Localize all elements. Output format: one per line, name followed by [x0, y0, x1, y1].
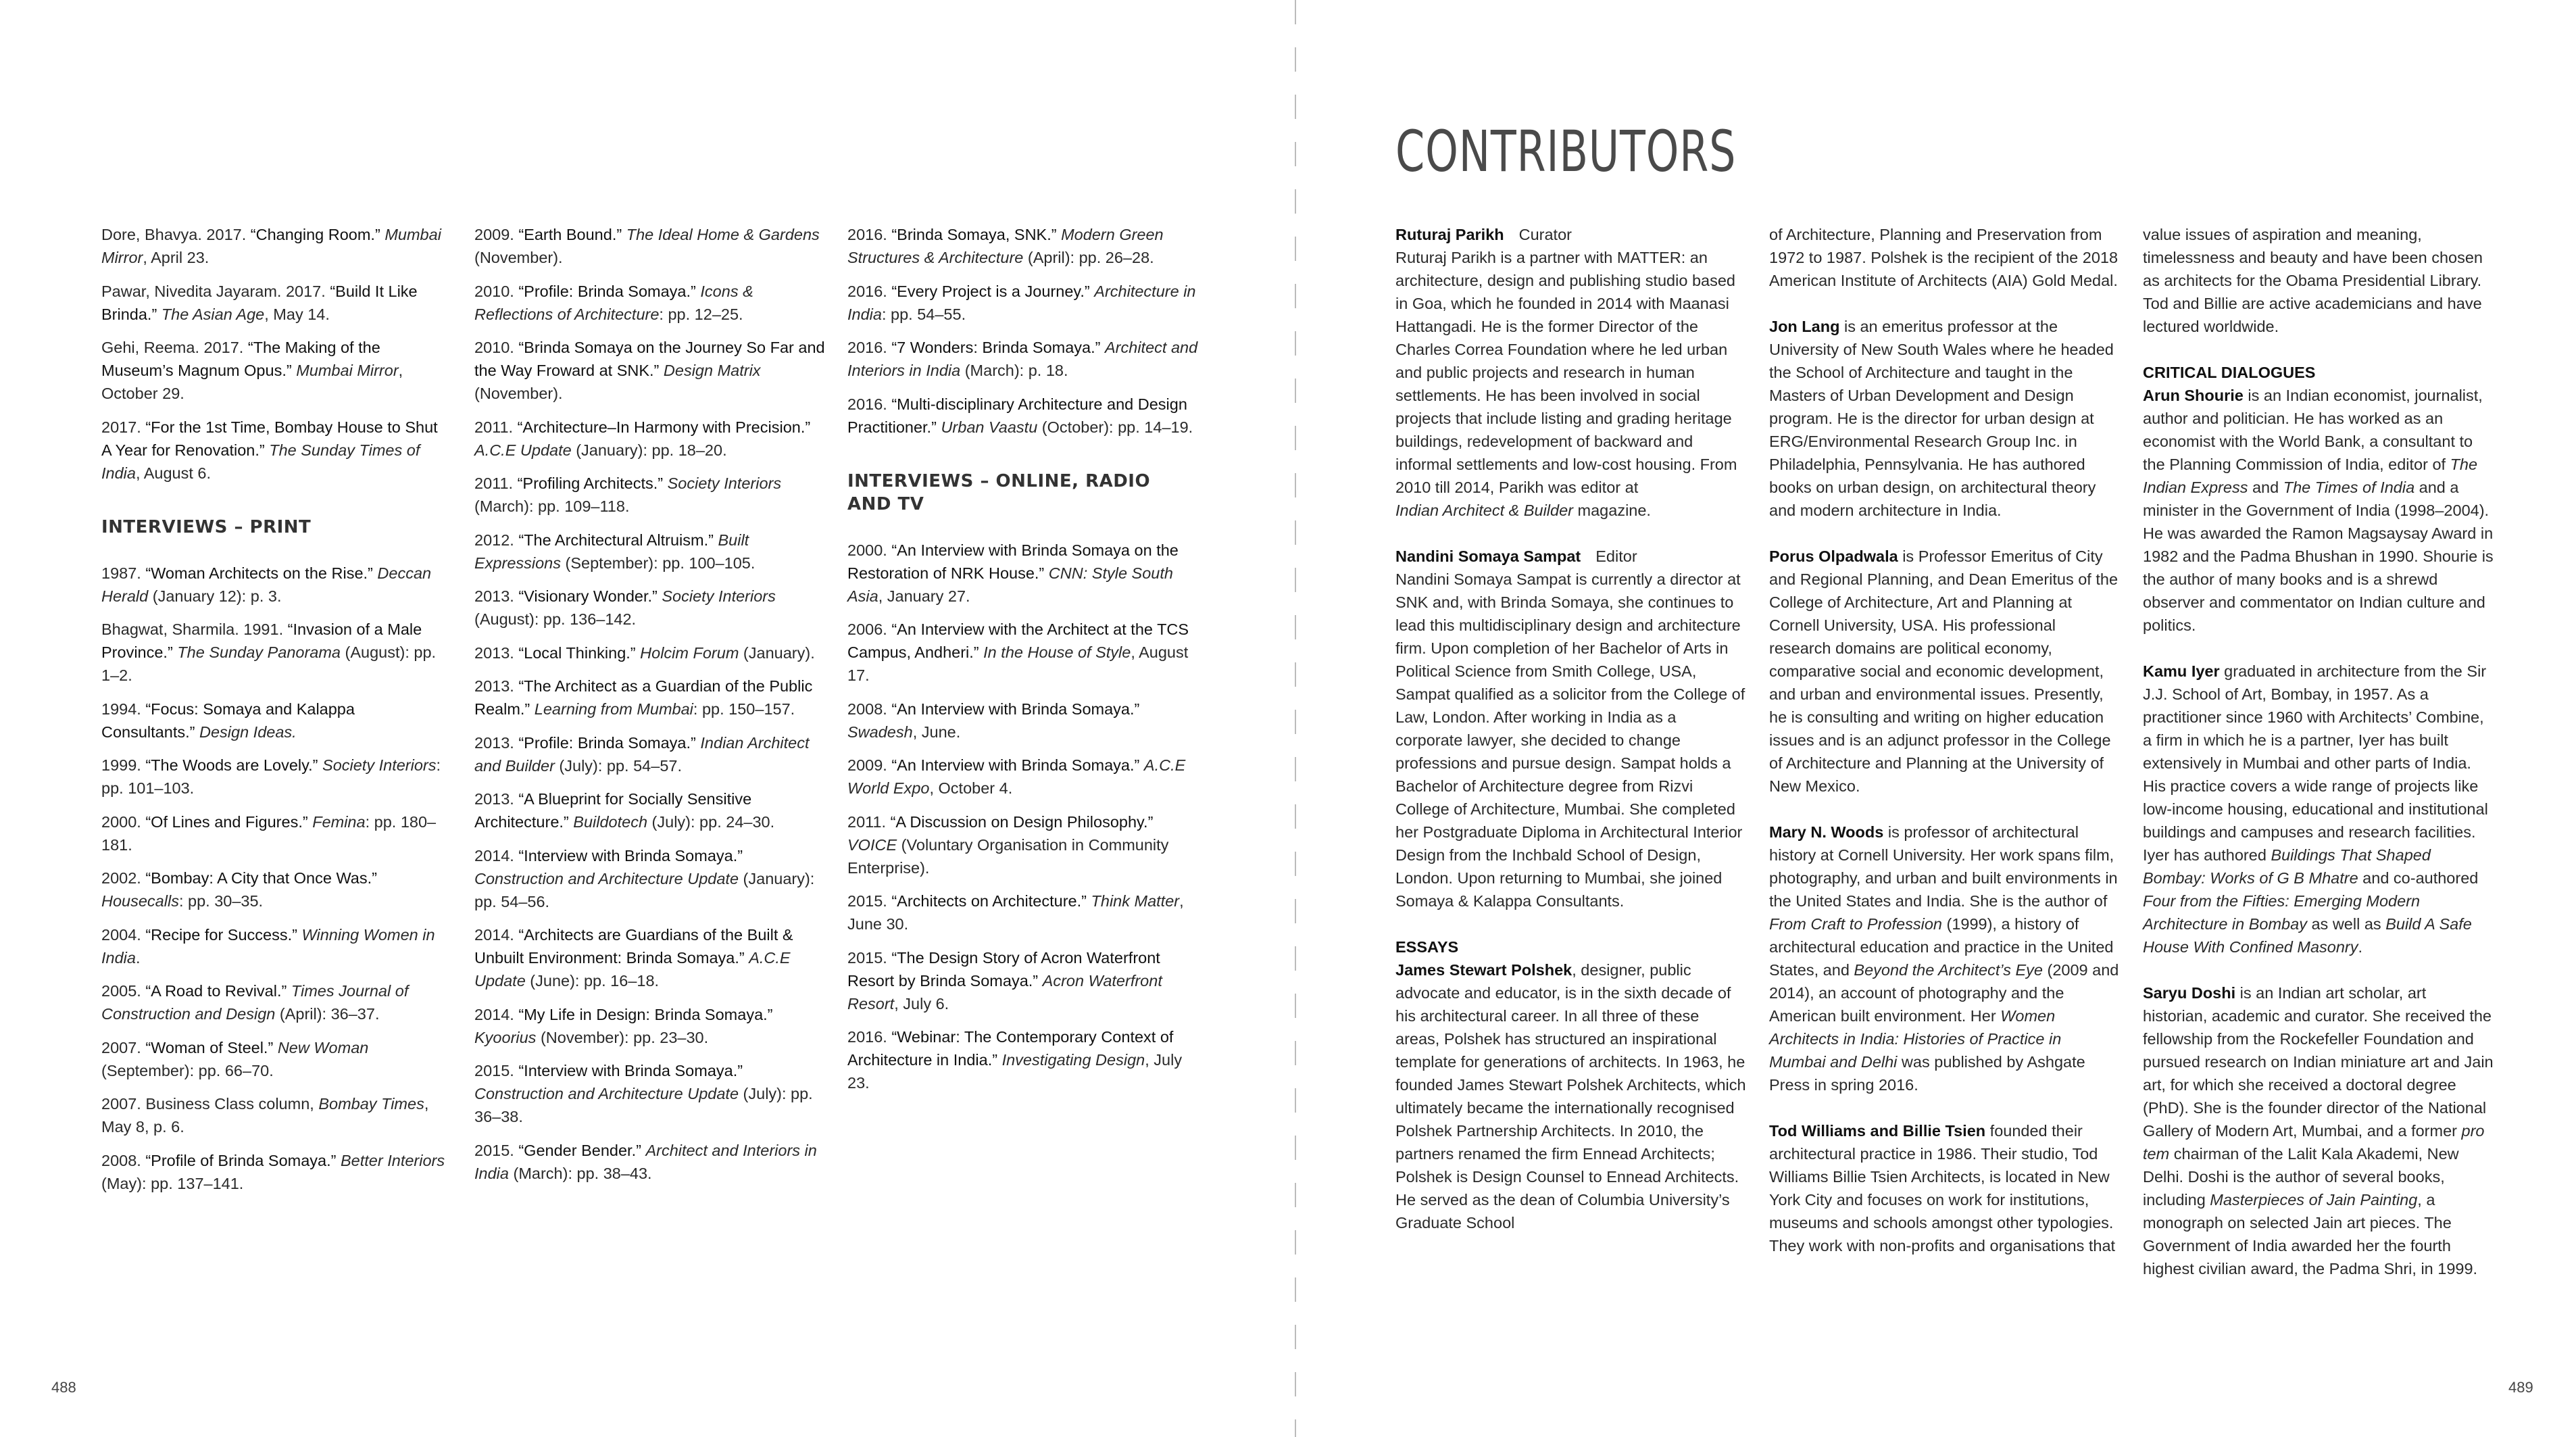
italic-text: A.C.E World Expo	[847, 756, 1186, 797]
italic-text: New Woman	[277, 1038, 369, 1056]
text-run: 1999.	[101, 756, 146, 774]
text-run: “Gender Bender.”	[518, 1141, 641, 1159]
text-run: : pp. 54–55.	[881, 305, 966, 323]
role-label: Editor	[1595, 547, 1637, 565]
text-run: “Interview with Brinda Somaya.”	[518, 846, 743, 864]
italic-text: Women Architects in India: Histories of Practice in Mumbai and Delhi	[1769, 1007, 2062, 1071]
text-run: and co-authored	[2358, 869, 2479, 887]
name-text: Ruturaj Parikh	[1395, 226, 1504, 243]
text-run: as well as	[2306, 915, 2386, 933]
text-run: 2000.	[847, 541, 892, 559]
bibliography-entry	[474, 223, 826, 269]
bibliography-entry	[474, 585, 826, 631]
bibliography-entry	[847, 336, 1199, 382]
text-run: “Architects on Architecture.”	[891, 892, 1087, 910]
text-run: 2013.	[474, 643, 519, 662]
name-text: Porus Olpadwala	[1769, 547, 1898, 565]
text-run: 2011.	[474, 418, 518, 436]
italic-text: Investigating Design	[1001, 1051, 1145, 1069]
text-run: “My Life in Design: Brinda Somaya.”	[518, 1005, 773, 1023]
bibliography-list	[847, 223, 1199, 439]
italic-text: CNN: Style South Asia	[847, 564, 1173, 605]
text-run: (August): pp. 1–2.	[101, 643, 437, 684]
text-run: Gehi, Reema. 2017.	[101, 339, 248, 356]
text-run: “An Interview with the Architect at the TCS Campus, Andheri.”	[847, 620, 1189, 661]
text-run: 2016.	[847, 282, 892, 300]
contributor-bio	[2143, 660, 2494, 958]
text-run: 2016.	[847, 1028, 892, 1046]
bibliography-entry	[847, 539, 1199, 608]
bibliography-entry	[474, 280, 826, 326]
text-run: “The Architectural Altruism.”	[518, 531, 714, 549]
italic-text: Think Matter	[1091, 892, 1180, 910]
bibliography-entry	[474, 844, 826, 913]
page-number-right: 489	[2508, 1379, 2533, 1396]
contributor-bio	[2143, 223, 2494, 338]
text-run: , May 8, p. 6.	[101, 1095, 429, 1136]
text-run: “Interview with Brinda Somaya.”	[518, 1062, 743, 1079]
bibliography-entry	[101, 754, 446, 800]
text-run: “A Road to Revival.”	[145, 982, 287, 1000]
italic-text: The Sunday Times of India	[101, 441, 420, 482]
contributor-bio	[1395, 935, 1747, 1234]
text-run: 2014.	[474, 1005, 519, 1023]
text-run: 2005.	[101, 982, 146, 1000]
italic-text: The Times of India	[2283, 479, 2415, 496]
text-run: (2009 and 2014), an account of photography and the American built environment. Her	[1769, 961, 2119, 1025]
page-title: CONTRIBUTORS	[1395, 118, 1737, 185]
contributor-list	[2143, 223, 2494, 1280]
text-run: “The Woods are Lovely.”	[145, 756, 318, 774]
text-run: “Recipe for Success.”	[145, 925, 297, 944]
text-run: , May 14.	[264, 305, 330, 323]
italic-text: Build A Safe House With Confined Masonry	[2143, 915, 2472, 956]
right-column-3	[2143, 223, 2494, 1303]
text-run: 2000.	[101, 812, 146, 831]
italic-text: Icons & Reflections of Architecture	[474, 282, 753, 323]
text-run: , April 23.	[143, 249, 209, 266]
text-run: “For the 1st Time, Bombay House to Shut A Year for Renovation.”	[101, 418, 438, 459]
text-run: 2013.	[474, 677, 519, 695]
text-run: graduated in architecture from the Sir J.J. School of Art, Bombay, in 1957. As a practitioner since 1960 with Architects’ Combine, a firm in which he is a partner, Iyer has built extensively in Mumbai and other parts of India. His practice covers a wide range of projects like low-income housing, educational and institutional buildings and campuses and research facilities. Iyer has authored	[2143, 662, 2488, 864]
italic-text: Mumbai Mirror	[296, 362, 399, 379]
name-text: Mary N. Woods	[1769, 823, 1884, 841]
bibliography-list	[101, 562, 446, 1195]
italic-text: Holcim Forum	[640, 643, 739, 662]
italic-text: Architecture in India	[847, 282, 1196, 323]
page-number-left: 488	[51, 1379, 76, 1396]
text-run: 2013.	[474, 790, 519, 808]
text-run: 2006.	[847, 620, 892, 638]
italic-text: A.C.E Update	[474, 949, 791, 990]
gutter-dashes	[1295, 0, 1296, 1437]
text-run: “Visionary Wonder.”	[518, 587, 658, 605]
text-run: 2015.	[847, 948, 892, 967]
text-run: 2007. Business Class column,	[101, 1095, 319, 1113]
contributor-bio	[1769, 821, 2121, 1096]
bibliography-entry	[474, 336, 826, 405]
italic-text: Winning Women in India	[101, 925, 435, 967]
contributor-bio	[1395, 545, 1747, 912]
name-text: Saryu Doshi	[2143, 984, 2236, 1002]
text-run: (September): pp. 100–105.	[561, 554, 756, 572]
text-run: , June.	[912, 723, 961, 741]
italic-text: A.C.E Update	[474, 441, 572, 459]
text-run: “Profile: Brinda Somaya.”	[518, 733, 696, 752]
text-run: Bhagwat, Sharmila. 1991.	[101, 620, 288, 638]
text-run: “Profile of Brinda Somaya.”	[145, 1151, 337, 1169]
text-run: 2008.	[847, 700, 892, 718]
italic-text: Femina	[312, 812, 366, 831]
text-run: is an emeritus professor at the University of New South Wales where he headed the School of Architecture and taught in the Masters of Urban Development and Design program. He is the director for urban design at ERG/Environmental Research Group Inc. in Philadelphia, Pennsylvania. He has authored books on urban design, on architectural theory and modern architecture in India.	[1769, 318, 2114, 519]
text-run: magazine.	[1573, 502, 1651, 519]
italic-text: VOICE	[847, 835, 897, 854]
text-run: “Architecture–In Harmony with Precision.”	[517, 418, 811, 436]
text-run: 2013.	[474, 733, 519, 752]
italic-text: Indian Architect & Builder	[1395, 502, 1573, 519]
text-run: “Woman Architects on the Rise.”	[145, 564, 373, 582]
bibliography-entry	[101, 1036, 446, 1082]
bibliography-entry	[474, 675, 826, 721]
bibliography-entry	[474, 472, 826, 518]
text-run: “Profile: Brinda Somaya.”	[518, 282, 696, 300]
text-run: Ruturaj Parikh is a partner with MATTER: an architecture, design and publishing studio based in Goa, which he founded in 2014 with Maanasi Hattangadi. He is the former Director of the Charles Correa Foundation where he led urban and public projects and research in human settlements. He has been involved in social projects that include listing and grading heritage buildings, redevelopment of backward and informal settlements and low-cost housing. From 2010 till 2014, Parikh was editor at	[1395, 249, 1737, 496]
text-run: “A Discussion on Design Philosophy.”	[890, 812, 1154, 831]
text-run: is an Indian art scholar, art historian, academic and curator. She received the fellowship from the Rockefeller Foundation and pursued research on Indian miniature art and Jain art, for which she received a doctoral degree (PhD). She is the founder director of the National Gallery of Modern Art, Mumbai, and a former	[2143, 984, 2494, 1140]
text-run: is an Indian economist, journalist, author and politician. He has worked as an economist with the World Bank, a consultant to the Planning Commission of India, editor of	[2143, 387, 2483, 473]
role-label: Curator	[1518, 226, 1572, 243]
text-run: (July): pp. 24–30.	[647, 813, 775, 831]
subheading: CRITICAL DIALOGUES	[2143, 364, 2316, 381]
bibliography-entry	[474, 787, 826, 833]
italic-text: The Sunday Panorama	[177, 643, 341, 661]
text-run: was published by Ashgate Press in spring 2016.	[1769, 1053, 2085, 1094]
text-run: (April): pp. 26–28.	[1023, 249, 1154, 266]
text-run: (June): pp. 16–18.	[525, 972, 660, 990]
contributor-list	[1769, 223, 2121, 1257]
text-run: , August 6.	[135, 464, 212, 482]
bibliography-entry	[847, 698, 1199, 744]
name-text: Tod Williams and Billie Tsien	[1769, 1122, 1986, 1140]
contributor-bio	[2143, 361, 2494, 637]
contributor-bio	[2143, 981, 2494, 1280]
text-run: , October 29.	[101, 362, 403, 402]
bibliography-entry	[847, 393, 1199, 439]
italic-text: Mumbai Mirror	[101, 226, 441, 266]
text-run: “An Interview with Brinda Somaya.”	[891, 700, 1140, 718]
text-run: “Profiling Architects.”	[517, 474, 664, 492]
italic-text: Society Interiors	[322, 756, 437, 774]
text-run: (1999), a history of architectural education and practice in the United States, and	[1769, 915, 2114, 979]
bibliography-entry	[101, 1149, 446, 1195]
text-run: is professor of architectural history at Cornell University. Her work spans film, photography, and urban and built environments in the United States and India. She is the author of	[1769, 823, 2118, 910]
italic-text: The Indian Express	[2143, 456, 2478, 496]
right-column-2	[1769, 223, 2121, 1280]
text-run: : pp. 101–103.	[101, 756, 441, 797]
italic-text: Construction and Architecture Update	[474, 1085, 739, 1102]
section-heading-interviews-print: INTERVIEWS – PRINT	[101, 516, 312, 537]
text-run: “Webinar: The Contemporary Context of Architecture in India.”	[847, 1028, 1174, 1069]
text-run: (January 12): p. 3.	[148, 587, 282, 605]
text-run: founded their architectural practice in 1986. Their studio, Tod Williams Billie Tsien Architects, is located in New York City and focuses on work for institutions, museums and schools amongst other typologies. They work with non-profits and organisations that	[1769, 1122, 2116, 1255]
text-run: (August): pp. 136–142.	[474, 610, 637, 628]
italic-text: Kyoorius	[474, 1028, 537, 1046]
text-run: 2002.	[101, 869, 146, 887]
text-run: , October 4.	[929, 779, 1013, 797]
text-run: “An Interview with Brinda Somaya.”	[891, 756, 1140, 774]
bibliography-entry	[847, 223, 1199, 269]
text-run: , July 6.	[894, 994, 949, 1013]
text-run: (March): p. 18.	[960, 362, 1068, 379]
bibliography-entry	[474, 529, 826, 575]
text-run: “Multi-disciplinary Architecture and Design Practitioner.”	[847, 395, 1187, 436]
text-run: chairman of the Lalit Kala Akademi, New Delhi. Doshi is the author of several books, including	[2143, 1145, 2459, 1209]
text-run: 2014.	[474, 926, 519, 944]
text-run: “7 Wonders: Brinda Somaya.”	[891, 339, 1101, 356]
italic-text: Construction and Architecture Update	[474, 869, 739, 887]
text-run: , June 30.	[847, 892, 1184, 933]
text-run: (March): pp. 109–118.	[474, 497, 630, 515]
italic-text: From Craft to Profession	[1769, 915, 1942, 933]
text-run: of Architecture, Planning and Preservation from 1972 to 1987. Polshek is the recipient of the 2018 American Institute of Architects (AIA) Gold Medal.	[1769, 226, 2119, 289]
text-run: 2009.	[847, 756, 892, 774]
italic-text: Architect and Interiors in India	[474, 1141, 817, 1182]
italic-text: The Asian Age	[161, 305, 265, 323]
text-run: 2007.	[101, 1038, 146, 1056]
text-run: (January): pp. 18–20.	[571, 441, 727, 459]
name-text: Nandini Somaya Sampat	[1395, 547, 1581, 565]
italic-text: Buildings That Shaped Bombay: Works of G B Mhatre	[2143, 846, 2431, 887]
text-run: (May): pp. 137–141.	[101, 1174, 244, 1192]
bibliography-entry	[847, 946, 1199, 1015]
bibliography-list	[101, 223, 446, 485]
text-run: “Of Lines and Figures.”	[145, 812, 308, 831]
italic-text: Deccan Herald	[101, 564, 432, 605]
left-column-2	[474, 223, 826, 1195]
right-column-1	[1395, 223, 1747, 1257]
text-run: “The Architect as a Guardian of the Public Realm.”	[474, 677, 813, 718]
bibliography-entry	[474, 416, 826, 462]
name-text: James Stewart Polshek	[1395, 961, 1572, 979]
text-run: 2011.	[847, 812, 891, 831]
bibliography-entry	[474, 641, 826, 664]
text-run: “Bombay: A City that Once Was.”	[145, 869, 377, 887]
text-run: 2010.	[474, 282, 519, 300]
text-run: , January 27.	[878, 587, 970, 605]
text-run: Nandini Somaya Sampat is currently a director at SNK and, with Brinda Somaya, she continues to lead this multidisciplinary design and architecture firm. Upon completion of her Bachelor of Arts in Political Science from Smith College, USA, Sampat qualified as a solicitor from the College of Law, London. After working in India as a corporate lawyer, she decided to change professions and pursue design. Sampat holds a Bachelor of Architecture degree from Rizvi College of Architecture, Mumbai. She completed her Postgraduate Diploma in Architectural Interior Design from the Inchbald School of Design, London. Upon returning to Mumbai, she joined Somaya & Kalappa Consultants.	[1395, 570, 1745, 910]
italic-text: Beyond the Architect’s Eye	[1854, 961, 2043, 979]
text-run: “Woman of Steel.”	[145, 1038, 274, 1056]
text-run: (September): pp. 66–70.	[101, 1061, 274, 1079]
italic-text: Urban Vaastu	[941, 418, 1038, 436]
text-run: , August 17.	[847, 643, 1189, 684]
text-run: 2015.	[474, 1141, 519, 1159]
italic-text: Indian Architect and Builder	[474, 733, 810, 775]
text-run: “Local Thinking.”	[518, 643, 636, 662]
text-run: (April): 36–37.	[275, 1005, 380, 1023]
contributor-bio	[1769, 223, 2121, 292]
text-run: 2017.	[101, 418, 146, 436]
contributor-bio	[1769, 545, 2121, 798]
italic-text: Modern Green Structures & Architecture	[847, 226, 1164, 266]
text-run: 2016.	[847, 395, 892, 413]
text-run: 2013.	[474, 587, 519, 605]
text-run: (October): pp. 14–19.	[1037, 418, 1193, 436]
text-run: 2015.	[474, 1062, 519, 1079]
text-run: : pp. 150–157.	[693, 700, 795, 718]
text-run: Dore, Bhavya. 2017.	[101, 226, 251, 243]
text-run: 2014.	[474, 846, 519, 864]
italic-text: Better Interiors	[341, 1151, 445, 1169]
text-run: 2009.	[474, 226, 519, 243]
page-gutter-divider	[1295, 0, 1296, 1437]
left-column-1	[101, 223, 446, 1205]
contributor-bio	[1395, 223, 1747, 522]
bibliography-entry	[101, 979, 446, 1025]
text-run: 2016.	[847, 226, 892, 243]
text-run: (November).	[474, 249, 563, 266]
text-run: (January): pp. 54–56.	[474, 869, 815, 910]
bibliography-entry	[847, 754, 1199, 800]
bibliography-entry	[101, 223, 446, 269]
bibliography-list	[474, 223, 826, 1185]
italic-text: Learning from Mumbai	[534, 700, 693, 718]
text-run: 2010.	[474, 339, 519, 356]
contributor-list	[1395, 223, 1747, 1234]
text-run: 2015.	[847, 892, 892, 910]
text-run: Pawar, Nivedita Jayaram. 2017.	[101, 282, 330, 300]
text-run: (July): pp. 54–57.	[554, 756, 682, 775]
text-run: “Every Project is a Journey.”	[891, 282, 1090, 300]
name-text: Jon Lang	[1769, 318, 1840, 335]
text-run: “The Design Story of Acron Waterfront Resort by Brinda Somaya.”	[847, 948, 1160, 990]
text-run: 2011.	[474, 474, 518, 492]
text-run: .	[135, 948, 141, 967]
text-run: : pp. 30–35.	[178, 892, 264, 910]
bibliography-entry	[101, 1092, 446, 1138]
text-run: (November).	[474, 385, 563, 402]
bibliography-entry	[474, 923, 826, 992]
italic-text: Buildotech	[573, 813, 648, 831]
bibliography-entry	[847, 618, 1199, 687]
text-run: “Brinda Somaya on the Journey So Far and the Way Froward at SNK.”	[474, 339, 825, 379]
bibliography-entry	[101, 698, 446, 744]
text-run: .	[2358, 938, 2363, 956]
text-run: “Earth Bound.”	[518, 226, 622, 243]
bibliography-entry	[101, 867, 446, 912]
text-run: 1987.	[101, 564, 146, 582]
text-run: is Professor Emeritus of City and Regional Planning, and Dean Emeritus of the College of Architecture, Art and Planning at Cornell University, USA. His professional research domains are political economy, comparative social and economic development, and urban and environmental issues. Presently, he is consulting and writing on higher education issues and is an adjunct professor in the College of Architecture and Planning at the University of New Mexico.	[1769, 547, 2119, 795]
bibliography-entry	[847, 1025, 1199, 1094]
name-text: Kamu Iyer	[2143, 662, 2220, 680]
text-run: (March): pp. 38–43.	[508, 1164, 652, 1182]
bibliography-entry	[101, 923, 446, 969]
text-run: : pp. 12–25.	[659, 305, 743, 323]
text-run: “The Making of the Museum’s Magnum Opus.”	[101, 339, 380, 379]
italic-text: Swadesh	[847, 723, 913, 741]
italic-text: Housecalls	[101, 892, 179, 910]
italic-text: Built Expressions	[474, 531, 749, 572]
italic-text: In the House of Style	[983, 643, 1131, 661]
bibliography-entry	[101, 336, 446, 405]
name-text: Arun Shourie	[2143, 387, 2244, 404]
bibliography-entry	[474, 1003, 826, 1049]
bibliography-entry	[101, 280, 446, 326]
bibliography-list	[847, 539, 1199, 1095]
contributor-bio	[1769, 1119, 2121, 1257]
text-run: “Brinda Somaya, SNK.”	[891, 226, 1057, 243]
italic-text: Society Interiors	[662, 587, 776, 605]
left-column-3	[847, 223, 1199, 1105]
text-run: “A Blueprint for Socially Sensitive Architecture.”	[474, 790, 752, 831]
text-run: 2004.	[101, 925, 146, 944]
text-run: and	[2248, 479, 2283, 496]
italic-text: Design Ideas.	[199, 723, 297, 741]
text-run: : pp. 180–181.	[101, 812, 437, 854]
text-run: value issues of aspiration and meaning, timelessness and beauty and have been chosen as architects for the Obama Presidential Library. Tod and Billie are active academicians and have lectured worldwide.	[2143, 226, 2483, 335]
text-run: “Invasion of a Male Province.”	[101, 620, 422, 661]
text-run: “Focus: Somaya and Kalappa Consultants.”	[101, 700, 355, 741]
bibliography-entry	[847, 280, 1199, 326]
italic-text: Society Interiors	[667, 474, 782, 492]
italic-text: Four from the Fifties: Emerging Modern Architecture in Bombay	[2143, 892, 2421, 933]
text-run: and a minister in the Government of India (1998–2004). He was awarded the Ramon Magsaysay Award in 1982 and the Padma Bhushan in 1990. Shourie is the author of many books and is a shrewd observer and commentator on Indian culture and politics.	[2143, 479, 2494, 634]
text-run: “An Interview with Brinda Somaya on the Restoration of NRK House.”	[847, 541, 1179, 582]
text-run: (November): pp. 23–30.	[536, 1028, 709, 1046]
text-run: (July): pp. 36–38.	[474, 1085, 813, 1125]
italic-text: Masterpieces of Jain Painting	[2210, 1191, 2418, 1209]
text-run: 2012.	[474, 531, 519, 549]
italic-text: Architect and Interiors in India	[847, 339, 1198, 379]
text-run: , July 23.	[847, 1051, 1183, 1092]
text-run: 1994.	[101, 700, 146, 718]
text-run: 2016.	[847, 339, 892, 356]
bibliography-entry	[101, 810, 446, 856]
text-run: , designer, public advocate and educator, is in the sixth decade of his architectural career. In all three of these areas, Polshek has structured an inspirational template for generations of architects. In 1963, he founded James Stewart Polshek Architects, which ultimately became the internationally recognised Polshek Partnership Architects. In 2010, the partners renamed the firm Ennead Architects; Polshek is Design Counsel to Ennead Architects. He served as the dean of Columbia University’s Graduate School	[1395, 961, 1746, 1232]
bibliography-entry	[101, 416, 446, 485]
subheading: ESSAYS	[1395, 938, 1459, 956]
italic-text: Bombay Times	[318, 1095, 424, 1113]
text-run: , a monograph on selected Jain art pieces. The Government of India awarded her the fourth highest civilian award, the Padma Shri, in 1999.	[2143, 1191, 2478, 1277]
italic-text: pro tem	[2143, 1122, 2485, 1163]
italic-text: Acron Waterfront Resort	[847, 971, 1162, 1013]
text-run: 2008.	[101, 1151, 146, 1169]
bibliography-entry	[474, 731, 826, 777]
section-heading-interviews-online: INTERVIEWS – ONLINE, RADIO AND TV	[847, 470, 1151, 514]
text-run: “Changing Room.”	[250, 226, 380, 243]
italic-text: Times Journal of Construction and Design	[101, 982, 409, 1023]
text-run: “Build It Like Brinda.”	[101, 282, 418, 323]
text-run: (Voluntary Organisation in Community Enterprise).	[847, 835, 1169, 877]
text-run: “Architects are Guardians of the Built & Unbuilt Environment: Brinda Somaya.”	[474, 926, 793, 967]
bibliography-entry	[101, 618, 446, 687]
bibliography-entry	[101, 562, 446, 608]
bibliography-entry	[847, 890, 1199, 935]
text-run: (January).	[739, 643, 815, 662]
bibliography-entry	[474, 1059, 826, 1128]
bibliography-entry	[847, 810, 1199, 879]
contributor-bio	[1769, 315, 2121, 522]
italic-text: The Ideal Home & Gardens	[626, 226, 820, 243]
italic-text: Design Matrix	[663, 362, 761, 379]
bibliography-entry	[474, 1139, 826, 1185]
